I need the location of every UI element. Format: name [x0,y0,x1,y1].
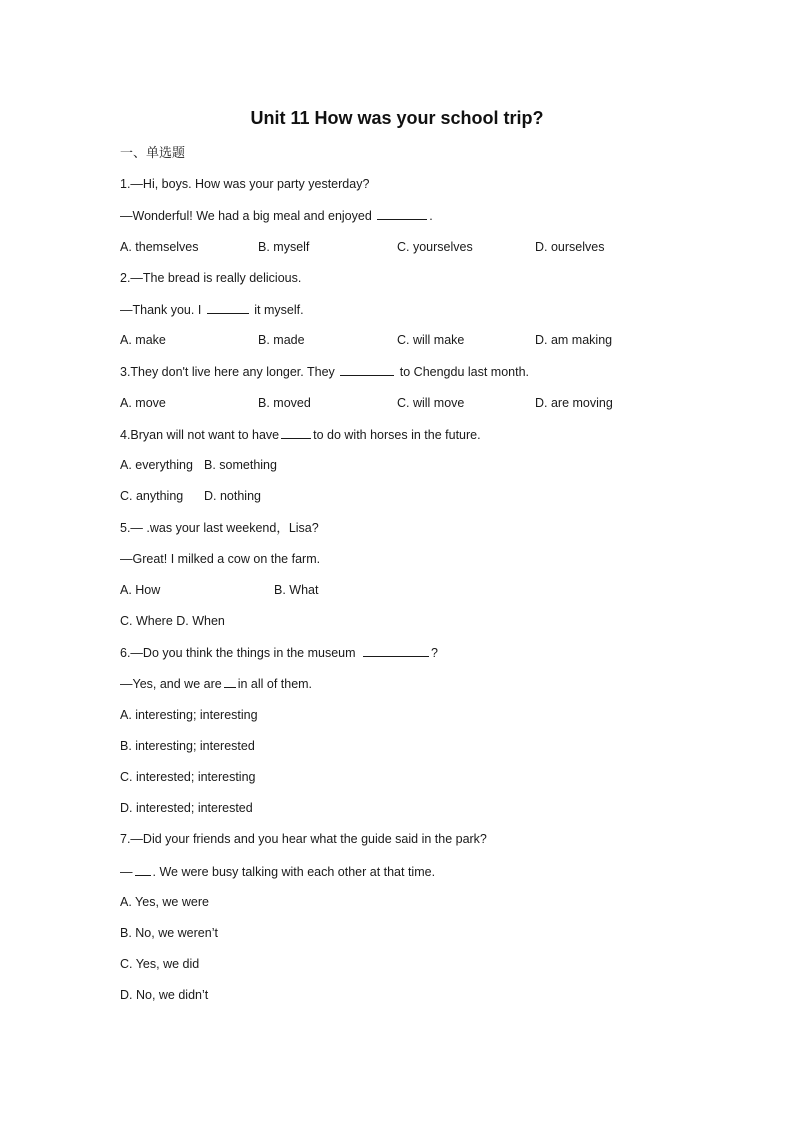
q4-option-d: D. nothing [204,489,261,503]
q6-option-b: B. interesting; interested [120,739,255,753]
q2-reply [120,301,304,318]
q5-options-cd: C. Where D. When [120,614,225,628]
q2-stem: 2.—The bread is really delicious. [120,271,302,285]
q1-option-c: C. yourselves [397,240,473,254]
q4-option-b: B. something [204,458,277,472]
q3-answer-blank [340,363,394,376]
q7-reply [120,863,435,880]
q4-stem-end: to do with horses in the future. [313,428,481,442]
q5-reply: —Great! I milked a cow on the farm. [120,552,321,566]
q3-option-c: C. will move [397,396,465,410]
q2-reply-text: —Thank you. I [120,303,202,317]
q6-answer-blank-2 [224,675,236,688]
q4-answer-blank [281,426,311,439]
q6-reply-text: —Yes, and we are [120,677,222,691]
q1-reply-end: . [429,209,433,223]
q7-option-c: C. Yes, we did [120,957,200,971]
q1-stem: 1.—Hi, boys. How was your party yesterday? [120,177,370,191]
q6-option-c: C. interested; interesting [120,770,256,784]
q6-reply-end: in all of them. [237,677,313,691]
q1-reply [120,207,433,224]
section-heading: 一、单选题 [120,145,186,160]
page-title: Unit 11 How was your school trip? [250,108,544,128]
q1-option-d: D. ourselves [535,240,605,254]
q6-stem-text: 6.—Do you think the things in the museum [120,646,356,660]
q5-option-b: B. What [274,583,319,597]
q1-answer-blank [377,207,427,220]
q6-stem [120,644,438,661]
q4-option-a: A. everything [120,458,193,472]
q4-option-c: C. anything [120,489,184,503]
q6-stem-end: ? [431,646,438,660]
q7-option-b: B. No, we weren’t [120,926,218,940]
q2-option-a: A. make [120,333,166,347]
q7-reply-end: . We were busy talking with each other at that time. [152,865,436,879]
q2-option-d: D. am making [535,333,613,347]
q6-reply [120,675,312,692]
q6-answer-blank-1 [363,644,429,657]
q2-answer-blank [207,301,249,314]
q3-stem-end: to Chengdu last month. [399,365,530,379]
q3-stem [120,363,529,380]
q7-answer-blank [135,863,151,876]
q1-option-a: A. themselves [120,240,199,254]
q7-option-d: D. No, we didn’t [120,988,209,1002]
q7-option-a: A. Yes, we were [120,895,209,909]
q1-option-b: B. myself [258,240,310,254]
q7-reply-dash: — [120,865,133,879]
q4-stem [120,426,481,443]
q4-stem-text: 4.Bryan will not want to have [120,428,280,442]
q3-option-d: D. are moving [535,396,613,410]
q3-option-a: A. move [120,396,166,410]
q2-reply-end: it myself. [254,303,304,317]
q6-option-d: D. interested; interested [120,801,253,815]
q1-reply-text: —Wonderful! We had a big meal and enjoyed [120,209,372,223]
q2-option-c: C. will make [397,333,465,347]
q7-stem: 7.—Did your friends and you hear what the guide said in the park? [120,832,487,846]
q2-option-b: B. made [258,333,305,347]
q5-stem: 5.— .was your last weekend，Lisa? [120,521,319,535]
q6-option-a: A. interesting; interesting [120,708,258,722]
q5-option-a: A. How [120,583,161,597]
q3-stem-text: 3.They don't live here any longer. They [120,365,335,379]
q3-option-b: B. moved [258,396,311,410]
